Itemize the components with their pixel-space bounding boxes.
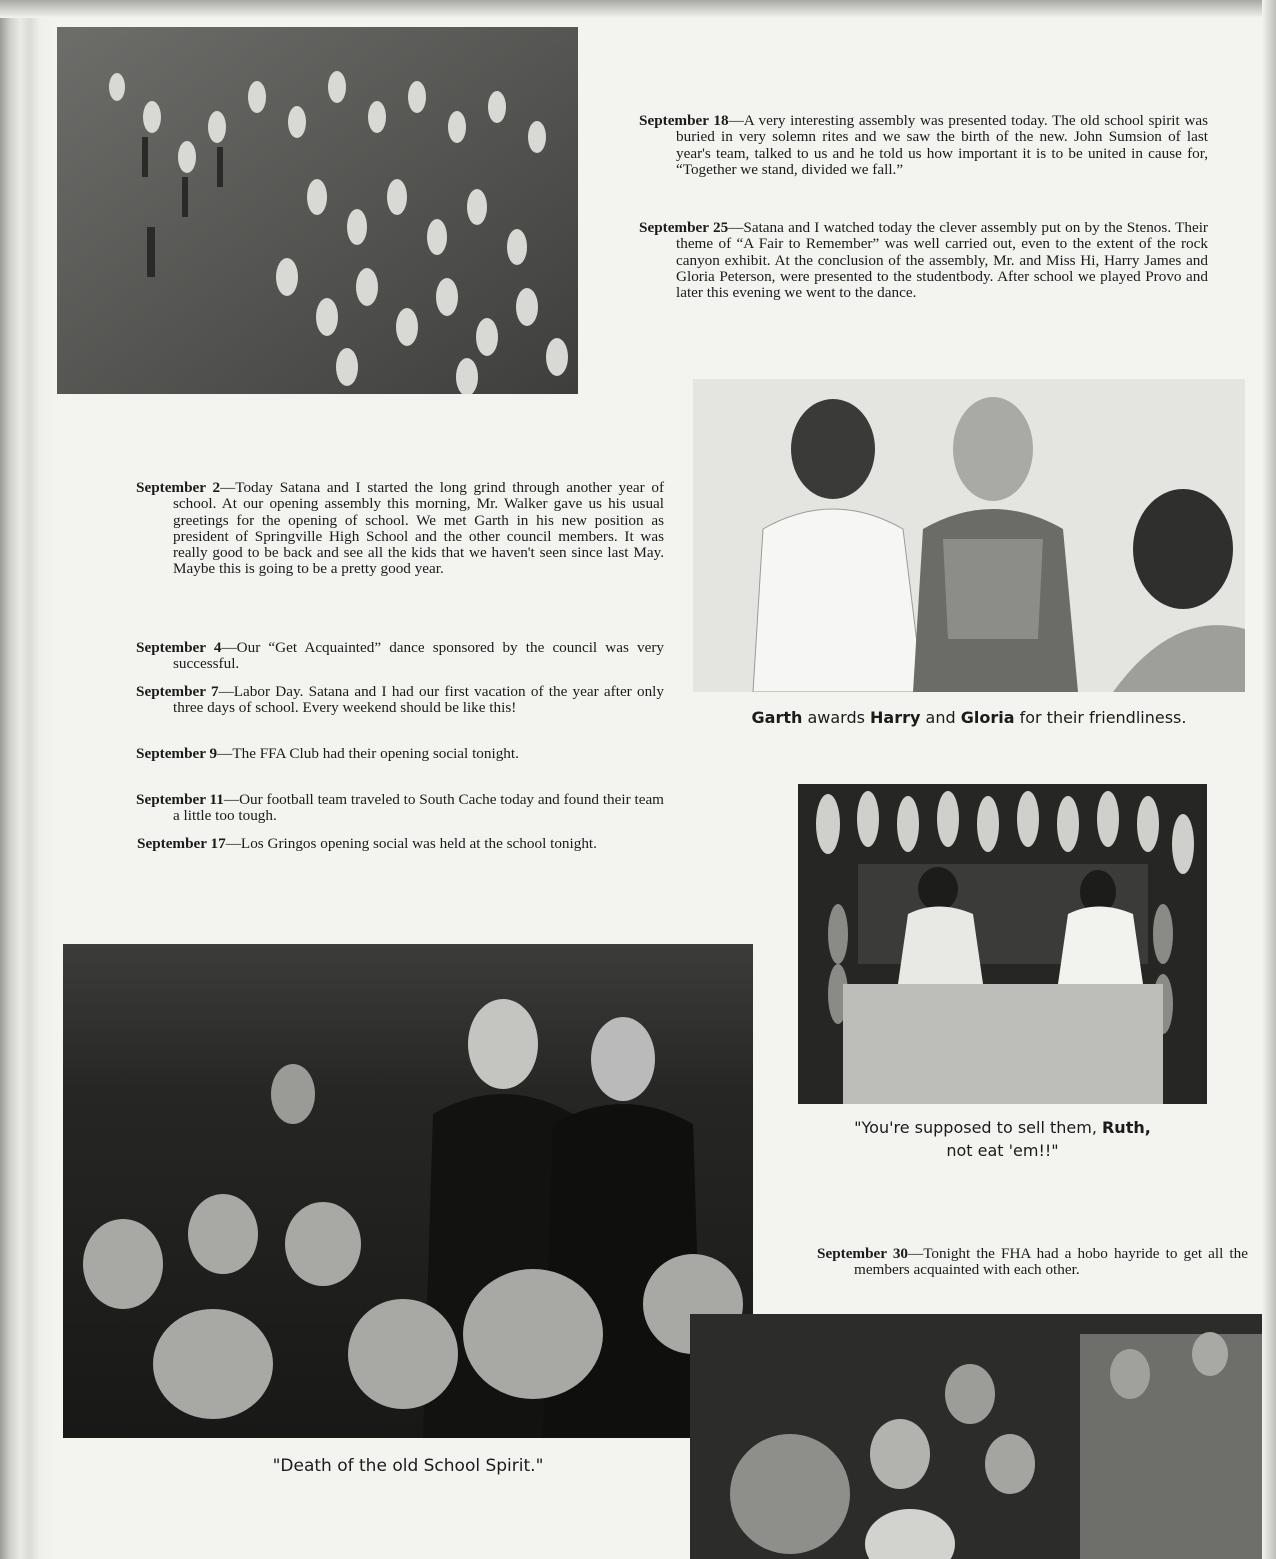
entry-text: —Los Gringos opening social was held at the school tonight. [225,835,597,852]
entry-date: September 18 [639,112,729,129]
binding-edge [0,0,58,1559]
entry-text: —Labor Day. Satana and I had our first vacation of the year after only three days of school. Every weekend should be like this! [173,683,664,717]
entry-september-18 [639,113,1208,178]
entry-text: —Tonight the FHA had a hobo hayride to get all the members acquainted with each other. [854,1245,1248,1279]
entry-date: September 11 [136,791,224,808]
entry-september-17 [137,836,665,852]
caption-garth-awards [693,706,1245,729]
entry-september-2 [136,480,664,578]
entry-date: September 7 [136,683,219,700]
entry-text: —Our “Get Acquainted” dance sponsored by the council was very successful. [173,639,664,673]
caption-text: and [920,708,961,727]
entry-text: —Our football team traveled to South Cache today and found their team a little too tough. [173,791,664,825]
entry-september-4 [136,640,664,673]
caption-name-ruth: Ruth, [1101,1118,1151,1137]
photo-crowd-lawn [57,27,578,394]
entry-september-9 [136,746,664,762]
caption-name-harry: Harry [870,708,921,727]
top-edge [0,0,1276,18]
caption-text: "Death of the old School Spirit." [272,1456,544,1476]
caption-ruth [798,1116,1207,1162]
photo-hobo-hayride [690,1314,1262,1559]
entry-text: —Today Satana and I started the long grind through another year of school. At our opening assembly this morning, Mr. Walker gave us his usual greetings for the opening of school. We met Garth in his new position as president of Springville High School and the other council members. It was really good to be back and see all the kids that we haven't seen since last May. Maybe this is going to be a pretty good year. [173,479,665,578]
caption-school-spirit [63,1455,753,1478]
entry-date: September 17 [137,835,226,852]
caption-line-2: not eat 'em!!" [946,1141,1059,1160]
caption-text: for their friendliness. [1014,708,1187,727]
entry-september-25 [639,220,1208,301]
entry-text: —Satana and I watched today the clever assembly put on by the Stenos. Their theme of “A Fair to Remember” was well carried out, even to the extent of the rock canyon exhibit. At the conclusion of the assembly, Mr. and Miss Hi, Harry James and Gloria Peterson, were presented to the studentbody. After school we played Provo and later this evening we went to the dance. [676,219,1208,302]
entry-text: —A very interesting assembly was presented today. The old school spirit was buried in very solemn rites and we saw the birth of the new. John Sumsion of last year's team, talked to us and he told us how important it is to be united in cause for, “Together we stand, divided we fall.” [676,112,1208,178]
caption-text: "You're supposed to sell them, [854,1118,1102,1137]
entry-date: September 2 [136,479,221,496]
entry-september-11 [136,792,664,825]
caption-name-gloria: Gloria [960,708,1015,727]
caption-name-garth: Garth [751,708,803,727]
entry-date: September 30 [817,1245,909,1262]
entry-date: September 4 [136,639,222,656]
photo-school-spirit [63,944,753,1438]
entry-september-30 [817,1246,1248,1279]
photo-balloon-booth [798,784,1207,1104]
right-edge [1262,0,1276,1559]
photo-garth-awards [693,379,1245,692]
caption-line-1 [798,1116,1207,1139]
entry-text: —The FFA Club had their opening social tonight. [217,745,519,762]
entry-date: September 25 [639,219,729,236]
entry-date: September 9 [136,745,218,762]
entry-september-7 [136,684,664,717]
caption-text: awards [802,708,871,727]
